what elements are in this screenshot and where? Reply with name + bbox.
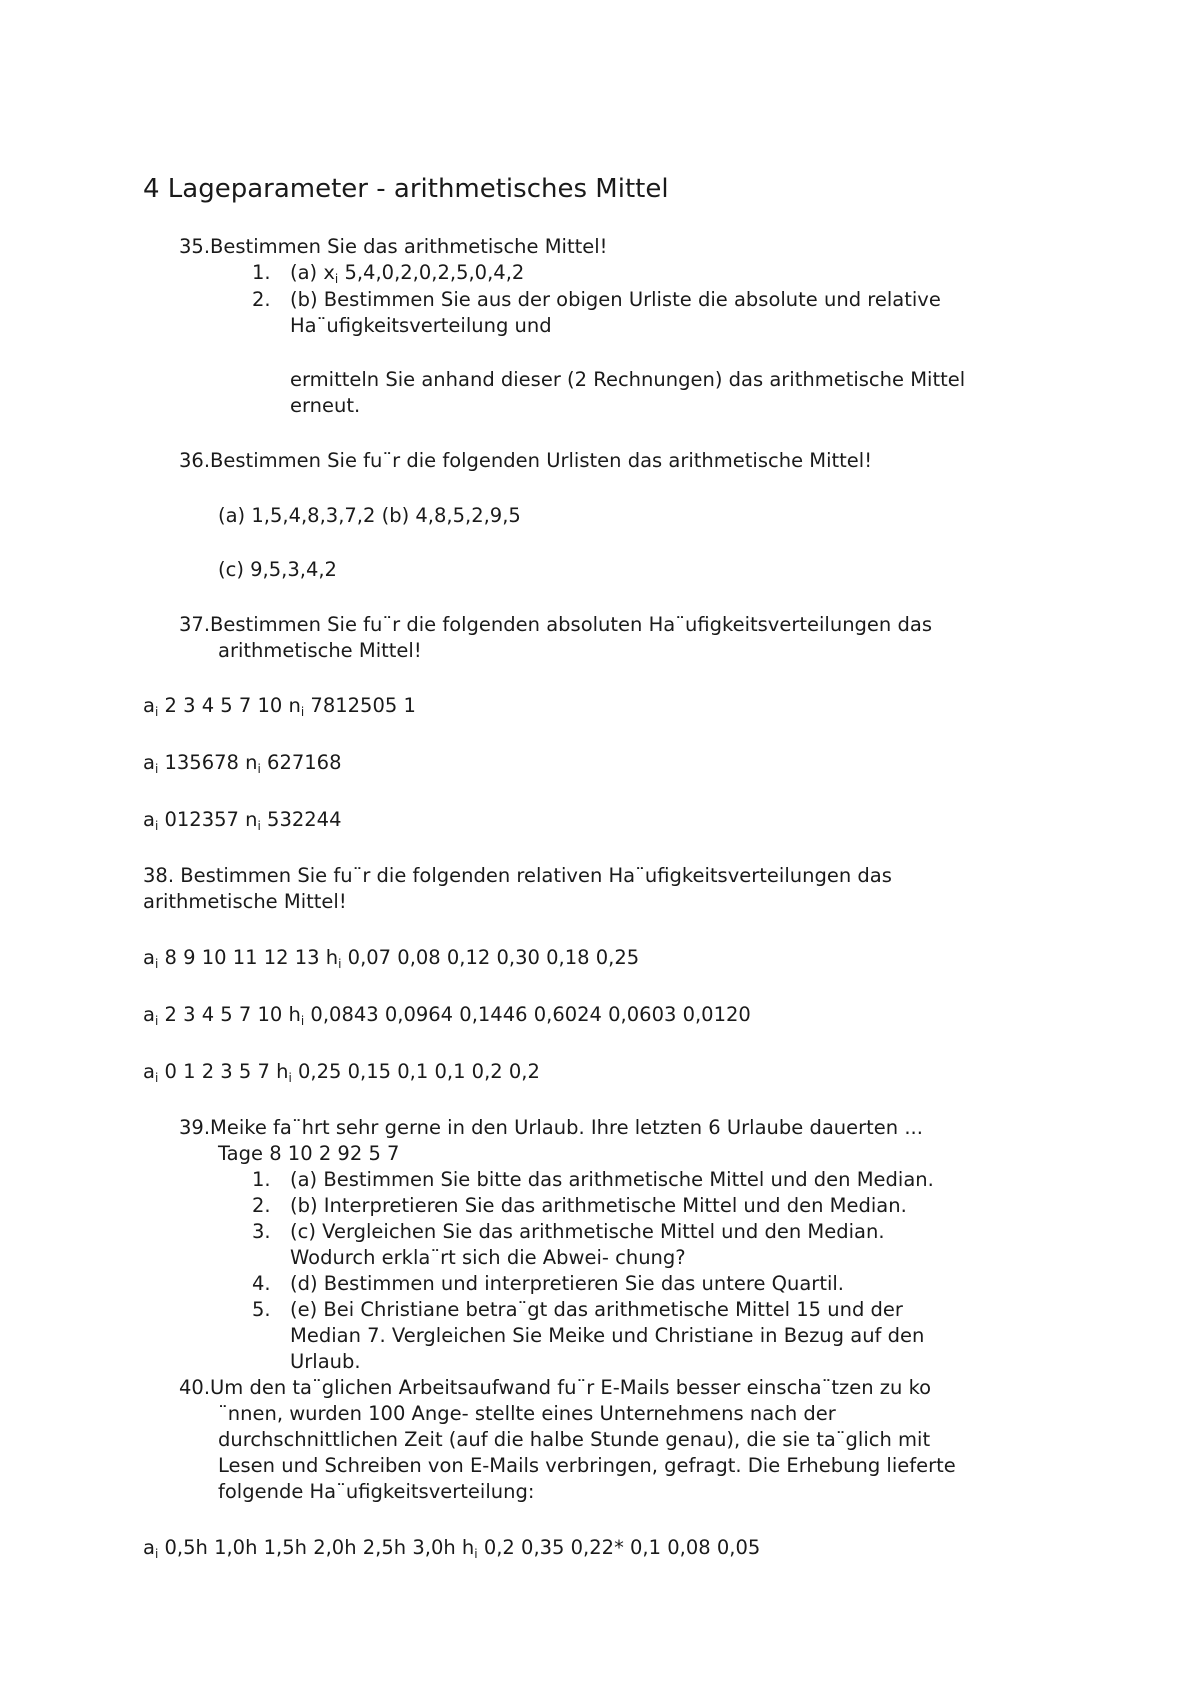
text-run: 7812505 1 — [304, 694, 416, 717]
list-item-number: 1. — [252, 1168, 271, 1191]
page-title: 4 Lageparameter - arithmetisches Mittel — [143, 174, 669, 204]
text-run: a — [143, 1536, 155, 1559]
subscript: i — [300, 1014, 305, 1028]
question-text: Bestimmen Sie fu¨r die folgenden absoluten Ha¨ufigkeitsverteilungen das — [210, 613, 932, 636]
list-item-text: erneut. — [290, 394, 361, 417]
list-item-text: ermitteln Sie anhand dieser (2 Rechnungen) das arithmetische Mittel — [290, 368, 966, 391]
text-run: a — [143, 946, 155, 969]
subscript: i — [154, 819, 159, 833]
question-text: folgende Ha¨ufigkeitsverteilung: — [218, 1480, 535, 1503]
list-item-text: (b) Bestimmen Sie aus der obigen Urliste die absolute und relative — [290, 288, 941, 311]
list-item-number: 2. — [252, 1194, 271, 1217]
text-run: (a) x — [290, 261, 335, 284]
text-run: a — [143, 1060, 155, 1083]
subscript: i — [154, 705, 159, 719]
question-text: Lesen und Schreiben von E-Mails verbringen, gefragt. Die Erhebung lieferte — [218, 1454, 956, 1477]
list-item-text — [290, 260, 524, 286]
subscript: i — [154, 1071, 159, 1085]
text-run: 2 3 4 5 7 10 h — [158, 1003, 301, 1026]
question-text: arithmetische Mittel! — [143, 890, 347, 913]
question-number: 37. — [179, 613, 211, 636]
text-run: a — [143, 751, 155, 774]
distribution-row — [143, 750, 341, 776]
text-run: 0,25 0,15 0,1 0,1 0,2 0,2 — [291, 1060, 540, 1083]
question-36 — [179, 448, 872, 474]
question-number: 36. — [179, 449, 211, 472]
text-run: 2 3 4 5 7 10 n — [158, 694, 301, 717]
text-run: 135678 n — [158, 751, 258, 774]
subscript: i — [300, 705, 305, 719]
distribution-row — [143, 807, 341, 833]
subscript: i — [257, 819, 261, 833]
list-item-text: Urlaub. — [290, 1350, 361, 1373]
list-item-number: 2. — [252, 288, 271, 311]
question-text: Tage 8 10 2 92 5 7 — [218, 1142, 400, 1165]
list-item-text: (c) Vergleichen Sie das arithmetische Mittel und den Median. — [290, 1220, 885, 1243]
question-37 — [179, 612, 932, 638]
text-run: 5,4,0,2,0,2,5,0,4,2 — [338, 261, 525, 284]
urliste-line: (a) 1,5,4,8,3,7,2 (b) 4,8,5,2,9,5 — [218, 504, 521, 527]
list-item-text: Wodurch erkla¨rt sich die Abwei- chung? — [290, 1246, 686, 1269]
urliste-line: (c) 9,5,3,4,2 — [218, 558, 337, 581]
subscript: i — [257, 762, 261, 776]
question-text: ¨nnen, wurden 100 Ange- stellte eines Unternehmens nach der — [218, 1402, 836, 1425]
subscript: i — [154, 957, 159, 971]
question-38: 38. Bestimmen Sie fu¨r die folgenden relativen Ha¨ufigkeitsverteilungen das — [143, 864, 892, 887]
subscript: i — [474, 1547, 478, 1561]
list-item-text: Median 7. Vergleichen Sie Meike und Christiane in Bezug auf den — [290, 1324, 925, 1347]
distribution-row — [143, 1535, 760, 1561]
question-number: 35. — [179, 235, 211, 258]
text-run: 0 1 2 3 5 7 h — [158, 1060, 289, 1083]
text-run: a — [143, 694, 155, 717]
distribution-row — [143, 1059, 540, 1085]
text-run: 012357 n — [158, 808, 258, 831]
subscript: i — [338, 957, 342, 971]
list-item-text: Ha¨ufigkeitsverteilung und — [290, 314, 552, 337]
question-text: Meike fa¨hrt sehr gerne in den Urlaub. Ihre letzten 6 Urlaube dauerten ... — [210, 1116, 923, 1139]
question-text: arithmetische Mittel! — [218, 639, 422, 662]
list-item-text: (b) Interpretieren Sie das arithmetische Mittel und den Median. — [290, 1194, 907, 1217]
list-item-number: 5. — [252, 1298, 271, 1321]
list-item — [252, 260, 271, 286]
distribution-row — [143, 945, 639, 971]
subscript: i — [334, 272, 339, 286]
subscript: i — [288, 1071, 292, 1085]
text-run: 0,07 0,08 0,12 0,30 0,18 0,25 — [341, 946, 640, 969]
subscript: i — [154, 762, 159, 776]
list-item-number: 4. — [252, 1272, 271, 1295]
text-run: 627168 — [260, 751, 342, 774]
subscript: i — [154, 1547, 159, 1561]
list-item-text: (e) Bei Christiane betra¨gt das arithmetische Mittel 15 und der — [290, 1298, 903, 1321]
text-run: a — [143, 1003, 155, 1026]
text-run: 0,0843 0,0964 0,1446 0,6024 0,0603 0,0120 — [304, 1003, 751, 1026]
text-run: 8 9 10 11 12 13 h — [158, 946, 339, 969]
question-text: durchschnittlichen Zeit (auf die halbe Stunde genau), die sie ta¨glich mit — [218, 1428, 931, 1451]
list-item-number: 1. — [252, 261, 271, 284]
question-text: Bestimmen Sie fu¨r die folgenden Urlisten das arithmetische Mittel! — [210, 449, 873, 472]
question-40 — [179, 1375, 931, 1401]
question-39 — [179, 1115, 923, 1141]
text-run: a — [143, 808, 155, 831]
distribution-row — [143, 1002, 751, 1028]
question-number: 40. — [179, 1376, 211, 1399]
list-item-number: 3. — [252, 1220, 271, 1243]
question-number: 39. — [179, 1116, 211, 1139]
text-run: 0,5h 1,0h 1,5h 2,0h 2,5h 3,0h h — [158, 1536, 475, 1559]
text-run: 0,2 0,35 0,22* 0,1 0,08 0,05 — [477, 1536, 761, 1559]
text-run: 532244 — [260, 808, 342, 831]
question-text: Bestimmen Sie das arithmetische Mittel! — [210, 235, 608, 258]
list-item-text: (a) Bestimmen Sie bitte das arithmetische Mittel und den Median. — [290, 1168, 934, 1191]
list-item — [252, 287, 271, 313]
question-35 — [179, 234, 607, 260]
list-item-text: (d) Bestimmen und interpretieren Sie das untere Quartil. — [290, 1272, 845, 1295]
subscript: i — [154, 1014, 159, 1028]
question-text: Um den ta¨glichen Arbeitsaufwand fu¨r E-Mails besser einscha¨tzen zu ko — [210, 1376, 932, 1399]
distribution-row — [143, 693, 416, 719]
